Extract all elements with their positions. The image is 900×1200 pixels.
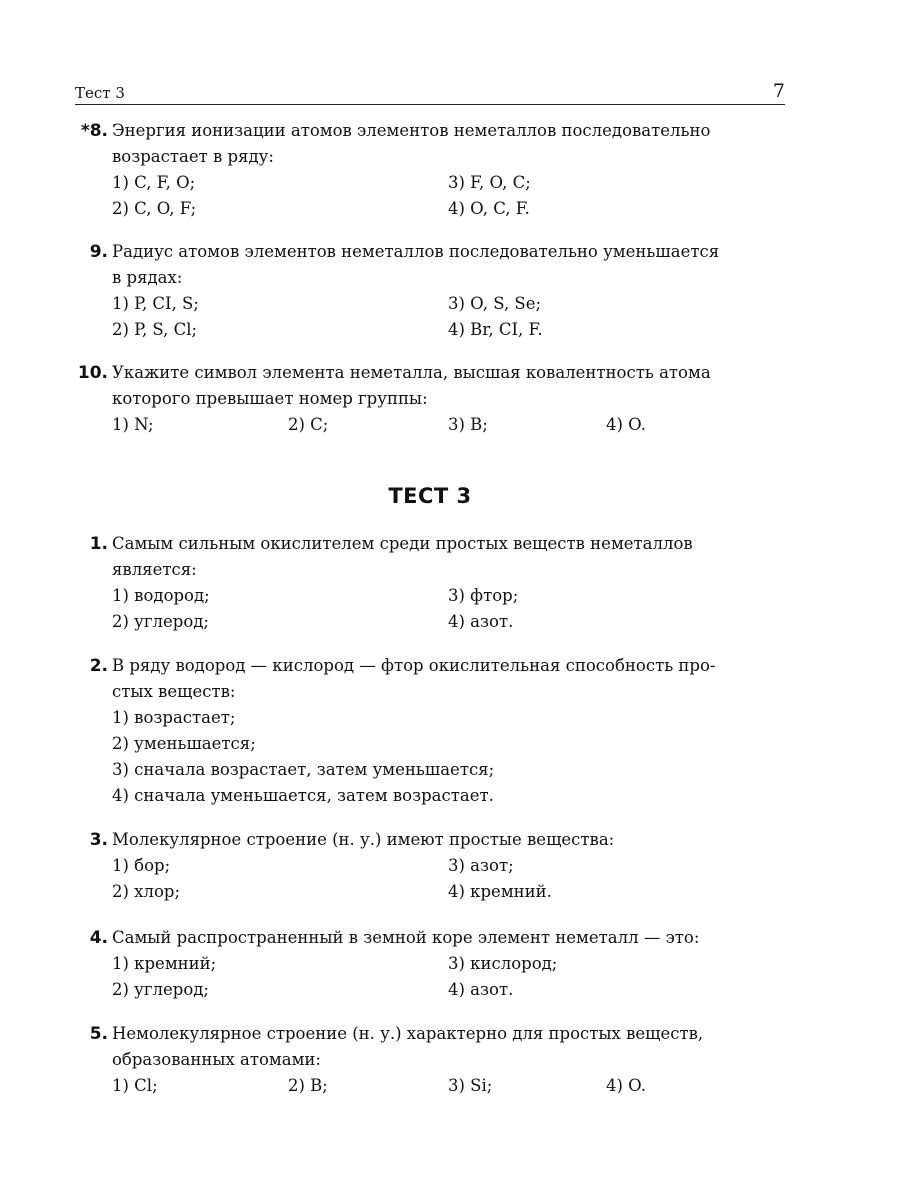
page-number: 7 [772,80,785,102]
header-section-label: Тест 3 [75,84,125,102]
answer-option: 4) O. [606,415,646,434]
section-title: ТЕСТ 3 [388,484,472,508]
question-text-line: Немолекулярное строение (н. у.) характерно для простых веществ, [112,1024,704,1043]
question-text-line: Молекулярное строение (н. у.) имеют простые вещества: [112,830,615,849]
question-text-line: Укажите символ элемента неметалла, высшая ковалентность атома [112,363,711,382]
answer-option: 4) азот. [448,612,514,631]
answer-option: 1) C, F, O; [112,173,196,192]
answer-option: 3) кислород; [448,954,558,973]
answer-option: 2) углерод; [112,980,209,999]
question-text-line: стых веществ: [112,682,236,701]
answer-option: 2) хлор; [112,882,181,901]
question-text [112,925,784,951]
answer-option: 4) азот. [448,980,514,999]
question-number: *8. [80,121,108,141]
answer-option: 2) уменьшается; [112,734,256,753]
question-text [112,118,784,170]
question-text-line: возрастает в ряду: [112,147,274,166]
answer-option: 1) N; [112,415,154,434]
answer-option: 2) P, S, Cl; [112,320,198,339]
answer-option: 1) кремний; [112,954,217,973]
question-text [112,1021,784,1073]
answer-option: 4) O, C, F. [448,199,530,218]
question-text [112,239,784,291]
answer-option: 1) бор; [112,856,171,875]
answer-option: 3) сначала возрастает, затем уменьшается; [112,760,495,779]
question-text-line: образованных атомами: [112,1050,321,1069]
question-text-line: Самый распространенный в земной коре элемент неметалл — это: [112,928,700,947]
question-text [112,653,784,705]
question-text [112,360,784,412]
answer-option: 1) Cl; [112,1076,158,1095]
answer-option: 4) сначала уменьшается, затем возрастает. [112,786,494,805]
question-number: 10. [77,363,108,383]
answer-option: 3) F, O, C; [448,173,531,192]
answer-option: 2) C; [288,415,329,434]
question-text-line: Радиус атомов элементов неметаллов последовательно уменьшается [112,242,720,261]
answer-option: 4) O. [606,1076,646,1095]
question-text-line: которого превышает номер группы: [112,389,428,408]
answer-option: 4) Br, CI, F. [448,320,543,339]
answer-option: 1) водород; [112,586,210,605]
question-text-line: Самым сильным окислителем среди простых веществ неметаллов [112,534,693,553]
question-text-line: в рядах: [112,268,183,287]
answer-option: 3) B; [448,415,488,434]
question-text [112,827,784,853]
answer-option: 2) C, O, F; [112,199,197,218]
answer-option: 4) кремний. [448,882,552,901]
question-number: 5. [89,1024,108,1044]
question-number: 9. [89,242,108,262]
answer-option: 2) B; [288,1076,328,1095]
answer-option: 2) углерод; [112,612,209,631]
answer-option: 3) фтор; [448,586,519,605]
answer-option: 1) P, CI, S; [112,294,199,313]
question-number: 1. [89,534,108,554]
question-text-line: В ряду водород — кислород — фтор окислительная способность про- [112,656,716,675]
answer-option: 1) возрастает; [112,708,236,727]
answer-option: 3) O, S, Se; [448,294,542,313]
question-text-line: является: [112,560,197,579]
question-number: 4. [89,928,108,948]
answer-option: 3) азот; [448,856,514,875]
answer-option: 3) Si; [448,1076,493,1095]
question-number: 3. [89,830,108,850]
question-text-line: Энергия ионизации атомов элементов неметаллов последовательно [112,121,711,140]
running-header [75,78,785,105]
question-number: 2. [89,656,108,676]
question-text [112,531,784,583]
